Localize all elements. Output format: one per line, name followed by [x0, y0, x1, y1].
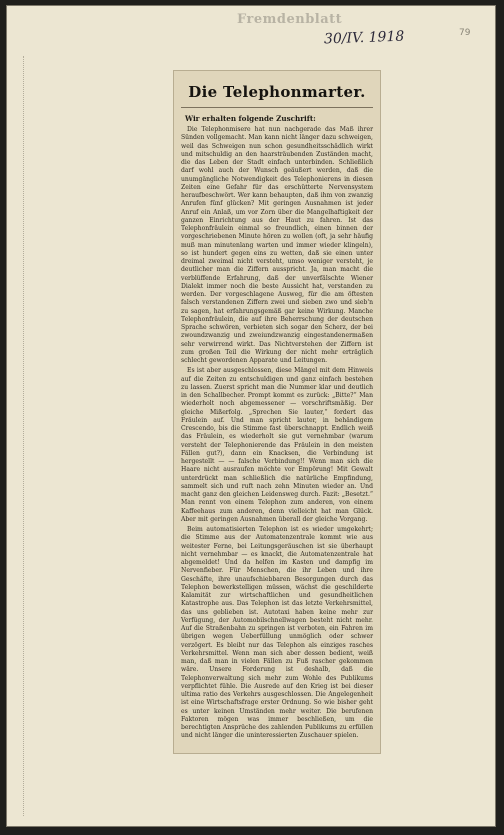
- article-intro: Wir erhalten folgende Zuschrift:: [185, 114, 316, 123]
- article-paragraph: Die Telephonmisere hat nun nachgerade das Maß ihrer Sünden vollgemacht. Man kann nicht länger dazu schweigen, weil das Schweigen nun schon gesundheitsschädlich wirkt und mitschuldig an den haarsträubenden Zuständen macht, die das Leben der Stadt einfach unterbinden. Schließlich darf wohl auch der Wunsch geäußert werden, daß die unumgängliche Notwendigkeit des Telephonierens in diesen Zeiten eine Gefahr für das erschütterte Nervensystem heraufbeschwört. Wer kann behaupten, daß ihm von zwanzig Anrufen fünf glücken? Mit geringen Ausnahmen ist jeder Anruf ein Anlaß, um vor Zorn über die Mangelhaftigkeit der ganzen Einrichtung aus der Haut zu fahren. Ist das Telephonfräulein einmal so freundlich, einen binnen der vorgeschriebenen Minute hören zu wollen (oft, ja sehr häufig muß man minutenlang warten und immer wieder klingeln), so ist hundert gegen eins zu wetten, daß sie einen unter dreimal zweimal nicht versteht, umso weniger versteht, je deutlicher man die Ziffern ausspricht. Ja, man macht die verblüffende Erfahrung, daß der unverfälschte Wiener Dialekt immer noch die beste Aussicht hat, verstanden zu werden. Der vorgeschlagene Ausweg, für die am öftesten falsch verstandenen Ziffern zwei und sieben zwo und sieb'n zu sagen, hat erfahrungsgemäß gar keine Wirkung. Manche Telephonfräulein, die auf ihre Beherrschung der deutschen Sprache schwören, verbieten sich sogar den Scherz, der bei zwoundzwanzig und zweiundzwanzig eingestandenermaßen sehr verwirrend wirkt. Das Nichtverstehen der Ziffern ist zum großen Teil die Wirkung der nicht mehr erträglich schlecht gewordenen Apparate und Leitungen.: [181, 126, 373, 364]
- binding-margin: [23, 56, 27, 816]
- newspaper-clipping: [173, 70, 381, 754]
- archive-sheet: [6, 5, 496, 827]
- newspaper-stamp: Fremdenblatt: [237, 12, 343, 27]
- page-number: 79: [459, 28, 471, 38]
- handwritten-date: 30/IV. 1918: [323, 28, 405, 48]
- article-paragraph: Beim automatisierten Telephon ist es wieder umgekehrt; die Stimme aus der Automatenzentrale kommt wie aus weitester Ferne, bei Leitungsgeräuschen ist sie überhaupt nicht vernehmbar — es knackt, die Automatenzentrale hat abgemeldet! Und da helfen im Kasten und dampfig im Nervenfieber. Für Menschen, die ihr Leben und ihre Geschäfte, ihre unaufschiebbaren Besorgungen durch das Telephon bewerkstelligen müssen, wächst die geschilderte Kalamität zur wirtschaftlichen und gesundheitlichen Katastrophe aus. Das Telephon ist das letzte Verkehrsmittel, das uns geblieben ist. Autotaxi haben keine mehr zur Verfügung, der Automobilschnellwagen besteht nicht mehr. Auf die Straßenbahn zu springen ist verboten, ein Fahren im übrigen wegen Ueberfüllung unmöglich oder schwer verzögert. Es bleibt nur das Telephon als einziges rasches Verkehrsmittel. Wenn man sich aber dessen bedient, weiß man, daß man in vielen Fällen zu Fuß rascher gekommen wäre. Unsere Forderung ist deshalb, daß die Telephonverwaltung sich mehr zum Wohle des Publikums verpflichtet fühle. Die Ausrede auf den Krieg ist bei dieser ultima ratio des Verkehrs ausgeschlossen. Die Angelegenheit ist eine Wirtschaftsfrage erster Ordnung. So wie bisher geht es unter keinen Umständen mehr weiter. Die berufenen Faktoren mögen was immer beschließen, um die berechtigten Ansprüche des zahlenden Publikums zu erfüllen und nicht länger die uninteressierten Zuschauer spielen.: [181, 526, 373, 740]
- title-divider: [181, 107, 373, 108]
- article-title: Die Telephonmarter.: [188, 83, 366, 101]
- article-paragraph: Es ist aber ausgeschlossen, diese Mängel mit dem Hinweis auf die Zeiten zu entschuldigen und ganz einfach bestehen zu lassen. Zuerst spricht man die Nummer klar und deutlich in den Schallbecher. Prompt kommt es zurück: „Bitte?“ Man wiederholt noch abgemessener — vorschriftsmäßig. Der gleiche Mißerfolg. „Sprechen Sie lauter,“ fordert das Fräulein auf. Und man spricht lauter, in behändigem Crescendo, bis die Stimme fast überschnappt. Endlich weiß das Fräulein, es wiederholt sie gut vernehmbar (warum versteht der Telephonierende das Fräulein in den meisten Fällen gut?), dann ein Knacksen, die Verbindung ist hergestellt — — falsche Verbindung!! Wenn man sich die Haare nicht ausraufen möchte vor Empörung! Mit Gewalt unterdrückt man schließlich die natürliche Empfindung, sammelt sich und ruft nach zehn Minuten wieder an. Und macht ganz den gleichen Leidensweg durch. Fazit: „Besetzt.“ Man rennt von einem Telephon zum anderen, von einem Kaffeehaus zum anderen, denn vielleicht hat man Glück. Aber mit geringen Ausnahmen überall der gleiche Vorgang.: [181, 367, 373, 523]
